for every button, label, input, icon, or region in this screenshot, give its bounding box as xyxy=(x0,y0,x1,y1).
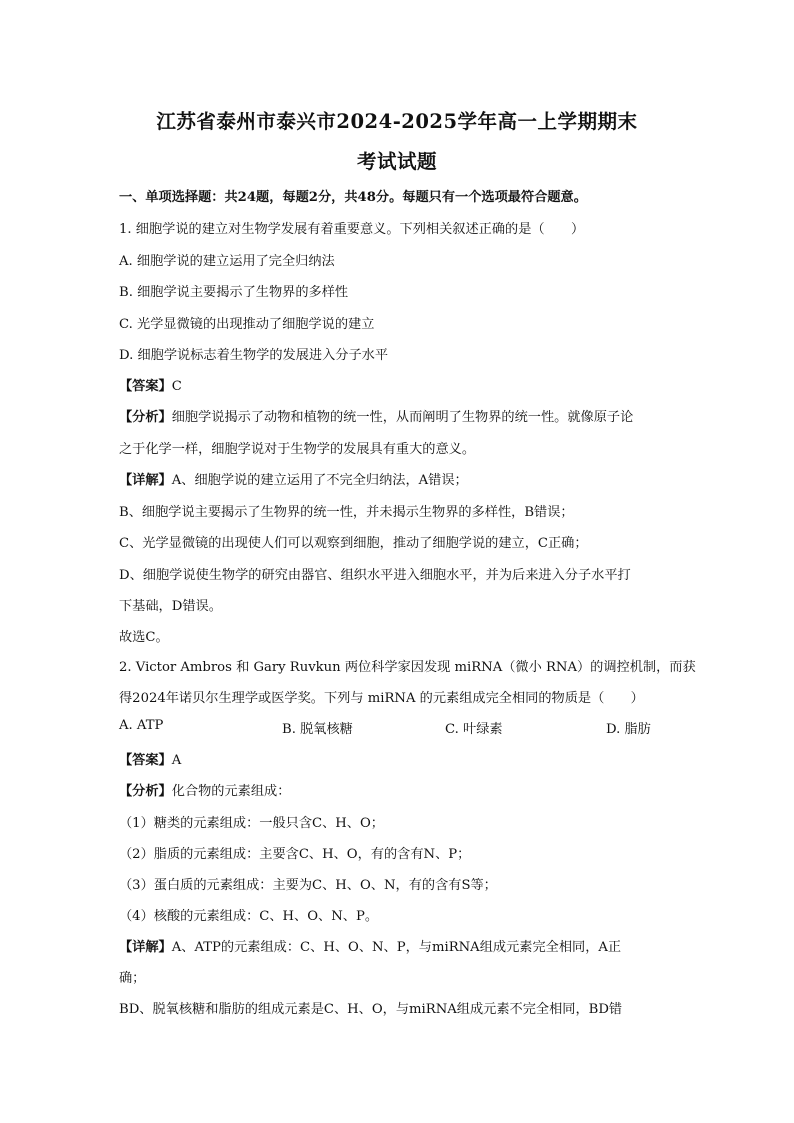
answer-value: C xyxy=(171,379,182,394)
document-title-line2: 考试试题 xyxy=(356,150,437,173)
document-title-line1: 江苏省泰州市泰兴市2024-2025学年高一上学期期末 xyxy=(156,110,638,133)
analysis-text: 细胞学说揭示了动物和植物的统一性，从而阐明了生物界的统一性。就像原子论 xyxy=(171,410,634,425)
section-heading: 一、单项选择题：共24题，每题2分，共48分。每题只有一个选项最符合题意。 xyxy=(119,190,587,205)
q1-detail-c: C、光学显微镜的出现使人们可以观察到细胞，推动了细胞学说的建立，C正确； xyxy=(119,536,588,551)
detail-text: A、ATP的元素组成：C、H、O、N、P，与miRNA组成元素完全相同，A正 xyxy=(171,940,622,955)
analysis-text: 化合物的元素组成： xyxy=(171,784,291,799)
q1-option-c: C. 光学显微镜的出现推动了细胞学说的建立 xyxy=(119,317,375,332)
q1-answer xyxy=(119,375,182,394)
answer-label: 【答案】 xyxy=(119,379,172,394)
q2-option-b: B. 脱氧核糖 xyxy=(282,722,353,737)
q2-analysis xyxy=(119,780,290,799)
q2-option-a: A. ATP xyxy=(119,718,164,733)
q2-detail-cont: 确； xyxy=(119,971,146,986)
q2-stem: 2. Victor Ambros 和 Gary Ruvkun 两位科学家因发现 miRNA（微小 RNA）的调控机制，而获 xyxy=(119,660,696,675)
q1-detail-b: B、细胞学说主要揭示了生物界的统一性，并未揭示生物界的多样性，B错误； xyxy=(119,505,574,520)
q2-analysis-4: （4）核酸的元素组成：C、H、O、N、P。 xyxy=(119,909,379,924)
detail-label: 【详解】 xyxy=(119,473,172,488)
analysis-label: 【分析】 xyxy=(119,410,172,425)
detail-text: A、细胞学说的建立运用了不完全归纳法，A错误； xyxy=(171,473,468,488)
answer-value: A xyxy=(171,753,182,768)
q1-stem: 1. 细胞学说的建立对生物学发展有着重要意义。下列相关叙述正确的是（ ） xyxy=(119,222,585,237)
q1-detail-d-cont: 下基础，D错误。 xyxy=(119,599,222,614)
q2-analysis-1: （1）糖类的元素组成：一般只含C、H、O； xyxy=(119,816,384,831)
q1-conclusion: 故选C。 xyxy=(119,630,169,645)
q2-answer xyxy=(119,749,181,768)
q1-analysis-cont: 之于化学一样，细胞学说对于生物学的发展具有重大的意义。 xyxy=(119,442,476,457)
q1-detail-d: D、细胞学说使生物学的研究由器官、组织水平进入细胞水平，并为后来进入分子水平打 xyxy=(119,568,631,583)
q1-option-d: D. 细胞学说标志着生物学的发展进入分子水平 xyxy=(119,348,389,363)
q2-option-d: D. 脂肪 xyxy=(606,722,651,737)
answer-label: 【答案】 xyxy=(119,753,172,768)
q1-option-a: A. 细胞学说的建立运用了完全归纳法 xyxy=(119,254,335,269)
detail-label: 【详解】 xyxy=(119,940,172,955)
q1-analysis xyxy=(119,406,633,425)
q2-analysis-3: （3）蛋白质的元素组成：主要为C、H、O、N，有的含有S等； xyxy=(119,878,497,893)
q1-detail xyxy=(119,469,468,488)
q2-detail xyxy=(119,936,621,955)
q2-analysis-2: （2）脂质的元素组成：主要含C、H、O，有的含有N、P； xyxy=(119,847,471,862)
q1-option-b: B. 细胞学说主要揭示了生物界的多样性 xyxy=(119,285,349,300)
q2-detail-bd: BD、脱氧核糖和脂肪的组成元素是C、H、O，与miRNA组成元素不完全相同，BD错 xyxy=(119,1002,623,1017)
q2-option-c: C. 叶绿素 xyxy=(445,722,503,737)
q2-stem-cont: 得2024年诺贝尔生理学或医学奖。下列与 miRNA 的元素组成完全相同的物质是（ ） xyxy=(119,691,644,706)
analysis-label: 【分析】 xyxy=(119,784,172,799)
